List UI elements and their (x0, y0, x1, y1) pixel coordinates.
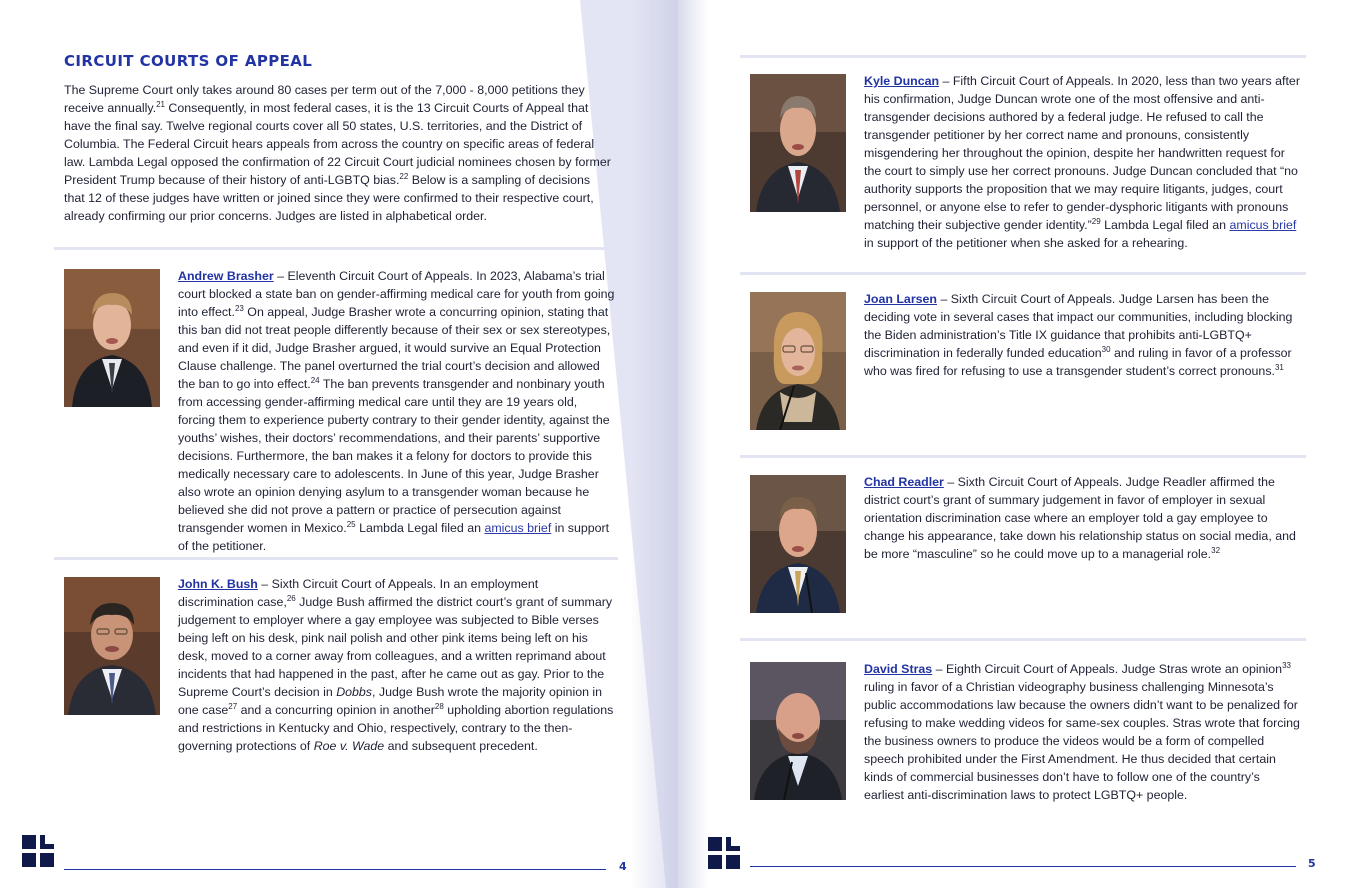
section-divider (740, 272, 1306, 275)
bio-text: upholding abortion regulations and restrictions in Kentucky and Ohio, respectively, contrary to the then-governing protections of (178, 703, 614, 753)
judge-name-link[interactable]: John K. Bush (178, 577, 258, 591)
amicus-brief-link[interactable]: amicus brief (484, 521, 552, 535)
bio-text: Lambda Legal filed an (355, 521, 485, 535)
intro-text: Consequently, in most federal cases, it is the 13 Circuit Courts of Appeal that have the final say. Twelve regional courts cover all 50 states, U.S. territories, and the District of Columbia. The Federal Circuit hears appeals from across the country on specific areas of federal law. Lambda Legal opposed the confirmation of 22 Circuit Court judicial nominees chosen by former President Trump because of their history of anti-LGBTQ bias. (64, 101, 611, 187)
judge-photo-larsen (750, 292, 846, 430)
intro-paragraph (64, 81, 612, 225)
amicus-brief-link[interactable]: amicus brief (1229, 218, 1297, 232)
judge-bio-readler (864, 473, 1304, 563)
judge-photo-readler (750, 475, 846, 613)
footnote-ref[interactable]: 25 (346, 519, 356, 529)
section-divider (54, 247, 618, 250)
bio-text: in support of the petitioner. (178, 521, 610, 553)
judge-bio-brasher (178, 267, 616, 555)
bio-text: – Sixth Circuit Court of Appeals. Judge Readler affirmed the district court’s grant of summary judgement in favor of employer in sexual orientation discrimination case where an employer told a gay employee to change his appearance, take down his relationship status on social media, and be more “masculine” so he could move up to a managerial role. (864, 475, 1296, 561)
bio-text: On appeal, Judge Brasher wrote a concurring opinion, stating that this ban did not treat people differently because of their sex or sex stereotypes, and even if it did, Judge Brasher argued, it would survive an Equal Protection Clause challenge. The panel overturned the trial court’s decision and allowed the ban to go into effect. (178, 305, 611, 391)
footnote-ref[interactable]: 27 (228, 701, 238, 711)
case-name: Roe v. Wade (313, 739, 385, 753)
bio-text: – Sixth Circuit Court of Appeals. In an employment discrimination case, (178, 577, 539, 609)
page-4 (0, 0, 678, 888)
bio-text: – Sixth Circuit Court of Appeals. Judge Larsen has been the deciding vote in several cases that impact our communities, including blocking the Biden administration’s Title IX guidance that prohibits anti-LGBTQ+ discrimination in federally funded education (864, 292, 1293, 360)
page-5 (678, 0, 1366, 888)
intro-text: Below is a sampling of decisions that 12 of these judges have written or joined since they were confirmed to their respective court, already confirming our prior concerns. Judges are listed in alphabetical order. (64, 173, 594, 223)
bio-text: ruling in favor of a Christian videography business challenging Minnesota’s public accommodations law because the owners didn’t want to be penalized for refusing to make wedding videos for same-sex couples. Stras wrote that forcing the business owners to produce the videos would be a form of compelled speech prohibited under the First Amendment. He thus decided that certain kinds of commercial businesses don’t have to follow one of the country’s earliest anti-discrimination laws to protect LGBTQ+ people. (864, 680, 1300, 802)
footnote-ref[interactable]: 26 (286, 593, 296, 603)
footer-rule (64, 869, 606, 870)
judge-bio-larsen (864, 290, 1300, 380)
footnote-ref[interactable]: 30 (1101, 344, 1111, 354)
page-number: 5 (1308, 857, 1316, 870)
judge-name-link[interactable]: David Stras (864, 662, 933, 676)
judge-photo-duncan (750, 74, 846, 212)
bio-text: in support of the petitioner when she asked for a rehearing. (864, 236, 1188, 250)
intro-text: The Supreme Court only takes around 80 cases per term out of the 7,000 - 8,000 petitions they receive annually. (64, 83, 585, 115)
bio-text: – Fifth Circuit Court of Appeals. In 2020, less than two years after his confirmation, Judge Duncan wrote one of the most offensive and anti-transgender decisions authored by a federal judge. He refused to call the transgender petitioner by her correct name and pronouns, consistently misgendering her throughout the opinion, despite her handwritten request for the court to simply use her correct pronouns. Judge Duncan concluded that “no authority supports the proposition that we may require litigants, judges, court personnel, or anyone else to refer to gender-dysphoric litigants with pronouns matching their subjective gender identity.” (864, 74, 1300, 232)
bio-text: , Judge Bush wrote the majority opinion in one case (178, 685, 603, 717)
judge-name-link[interactable]: Andrew Brasher (178, 269, 274, 283)
judge-bio-duncan (864, 72, 1300, 252)
section-title: CIRCUIT COURTS OF APPEAL (64, 52, 313, 70)
bio-text: and a concurring opinion in another (237, 703, 435, 717)
footnote-ref[interactable]: 21 (156, 99, 165, 109)
bio-text: and subsequent precedent. (384, 739, 538, 753)
judge-photo-bush (64, 577, 160, 715)
bio-text: The ban prevents transgender and nonbinary youth from accessing gender-affirming medical care until they are 19 years old, forcing them to experience puberty contrary to their gender identity, against the youths’ wishes, their doctors’ recommendations, and their parents’ supportive decisions. Furthermore, the ban makes it a felony for doctors to provide this medically necessary care to adolescents. In June of this year, Judge Brasher also wrote an opinion denying asylum to a transgender woman because he believed she did not prove a pattern or practice of persecution against transgender women in Mexico. (178, 377, 610, 535)
footnote-ref[interactable]: 29 (1091, 216, 1101, 226)
section-divider (740, 455, 1306, 458)
page-gutter-shadow (630, 0, 678, 888)
judge-name-link[interactable]: Chad Readler (864, 475, 944, 489)
section-divider (740, 638, 1306, 641)
footnote-ref[interactable]: 23 (234, 303, 244, 313)
page-gutter-shadow (678, 0, 708, 888)
bio-text: and ruling in favor of a professor who was fired for refusing to use a transgender student’s correct pronouns. (864, 346, 1292, 378)
judge-bio-stras (864, 660, 1300, 804)
judge-photo-stras (750, 662, 846, 800)
bio-text: – Eleventh Circuit Court of Appeals. In 2023, Alabama’s trial court blocked a state ban on gender-affirming medical care for youth from going into effect. (178, 269, 615, 319)
footnote-ref[interactable]: 24 (310, 375, 320, 385)
judge-bio-bush (178, 575, 616, 755)
footnote-ref[interactable]: 33 (1282, 660, 1291, 670)
footer-rule (750, 866, 1296, 867)
judge-name-link[interactable]: Joan Larsen (864, 292, 937, 306)
judge-name-link[interactable]: Kyle Duncan (864, 74, 940, 88)
page-number: 4 (619, 860, 627, 873)
bio-text: Lambda Legal filed an (1100, 218, 1230, 232)
bio-text: Judge Bush affirmed the district court’s grant of summary judgement to employer where a gay employee was subjected to Bible verses being left on his desk, pink nail polish and other pink items being left on his desk, moved to a corner away from colleagues, and a written reprimand about incidents that had happened in the past, after he came out as gay. Prior to the Supreme Court’s decision in (178, 595, 613, 699)
footnote-ref[interactable]: 28 (434, 701, 444, 711)
footnote-ref[interactable]: 32 (1211, 545, 1221, 555)
judge-photo-brasher (64, 269, 160, 407)
lambda-legal-logo (22, 835, 54, 867)
lambda-legal-logo (708, 837, 740, 869)
bio-text: – Eighth Circuit Court of Appeals. Judge Stras wrote an opinion (932, 662, 1283, 676)
footnote-ref[interactable]: 22 (399, 171, 409, 181)
section-divider (740, 55, 1306, 58)
case-name: Dobbs (336, 685, 373, 699)
section-divider (54, 557, 618, 560)
footnote-ref[interactable]: 31 (1274, 362, 1284, 372)
